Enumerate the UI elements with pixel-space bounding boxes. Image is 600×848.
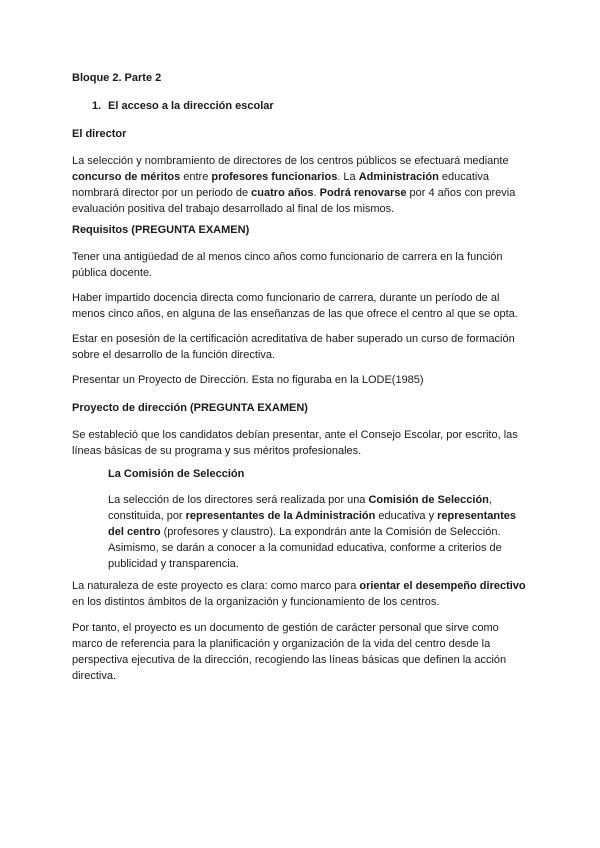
section-title-requisitos: Requisitos (PREGUNTA EXAMEN) — [72, 224, 250, 236]
requisito-1: Tener una antigüedad de al menos cinco años como funcionario de carrera en la función pública docente. — [72, 251, 503, 279]
proyecto-paragraph: Se estableció que los candidatos debían presentar, ante el Consejo Escolar, por escrito, las líneas básicas de su programa y sus méritos profesionales. — [72, 429, 518, 457]
requisito-4: Presentar un Proyecto de Dirección. Esta no figuraba en la LODE(1985) — [72, 374, 424, 386]
final-paragraph: Por tanto, el proyecto es un documento de gestión de carácter personal que sirve como marco de referencia para la planificación y organización de la vida del centro desde la perspectiva ejecutiva de la dirección, recogiendo las líneas básicas que definen la acción directiva. — [72, 622, 507, 682]
requisito-3: Estar en posesión de la certificación acreditativa de haber superado un curso de formación sobre el desarrollo de la función directiva. — [72, 333, 515, 361]
requisito-2: Haber impartido docencia directa como funcionario de carrera, durante un período de al menos cinco años, en alguna de las enseñanzas de las que ofrece el centro al que se opta. — [72, 292, 518, 320]
list-item-title: El acceso a la dirección escolar — [108, 100, 274, 112]
section-title-director: El director — [72, 128, 127, 140]
subsection-title-comision: La Comisión de Selección — [108, 468, 245, 480]
document-heading: Bloque 2. Parte 2 — [72, 72, 162, 84]
director-paragraph: La selección y nombramiento de directores de los centros públicos se efectuará mediante concurso de méritos entre profesores funcionarios. La Administración educativa nombrará director por un periodo de cuatro años. Podrá renovarse por 4 años con previa evaluación positiva del trabajo desarrollado al final de los mismos. — [72, 155, 516, 215]
section-title-proyecto: Proyecto de dirección (PREGUNTA EXAMEN) — [72, 402, 308, 414]
comision-paragraph: La selección de los directores será realizada por una Comisión de Selección, constituida, por representantes de la Administración educativa y representantes del centro (profesores y claustro). La expondrán ante la Comisión de Selección. Asimismo, se darán a conocer a la comunidad educativa, conforme a criterios de publicidad y transparencia. — [108, 494, 517, 570]
list-item-number: 1. — [92, 100, 102, 112]
naturaleza-paragraph: La naturaleza de este proyecto es clara: como marco para orientar el desempeño directivo en los distintos ámbitos de la organización y funcionamiento de los centros. — [72, 580, 526, 608]
